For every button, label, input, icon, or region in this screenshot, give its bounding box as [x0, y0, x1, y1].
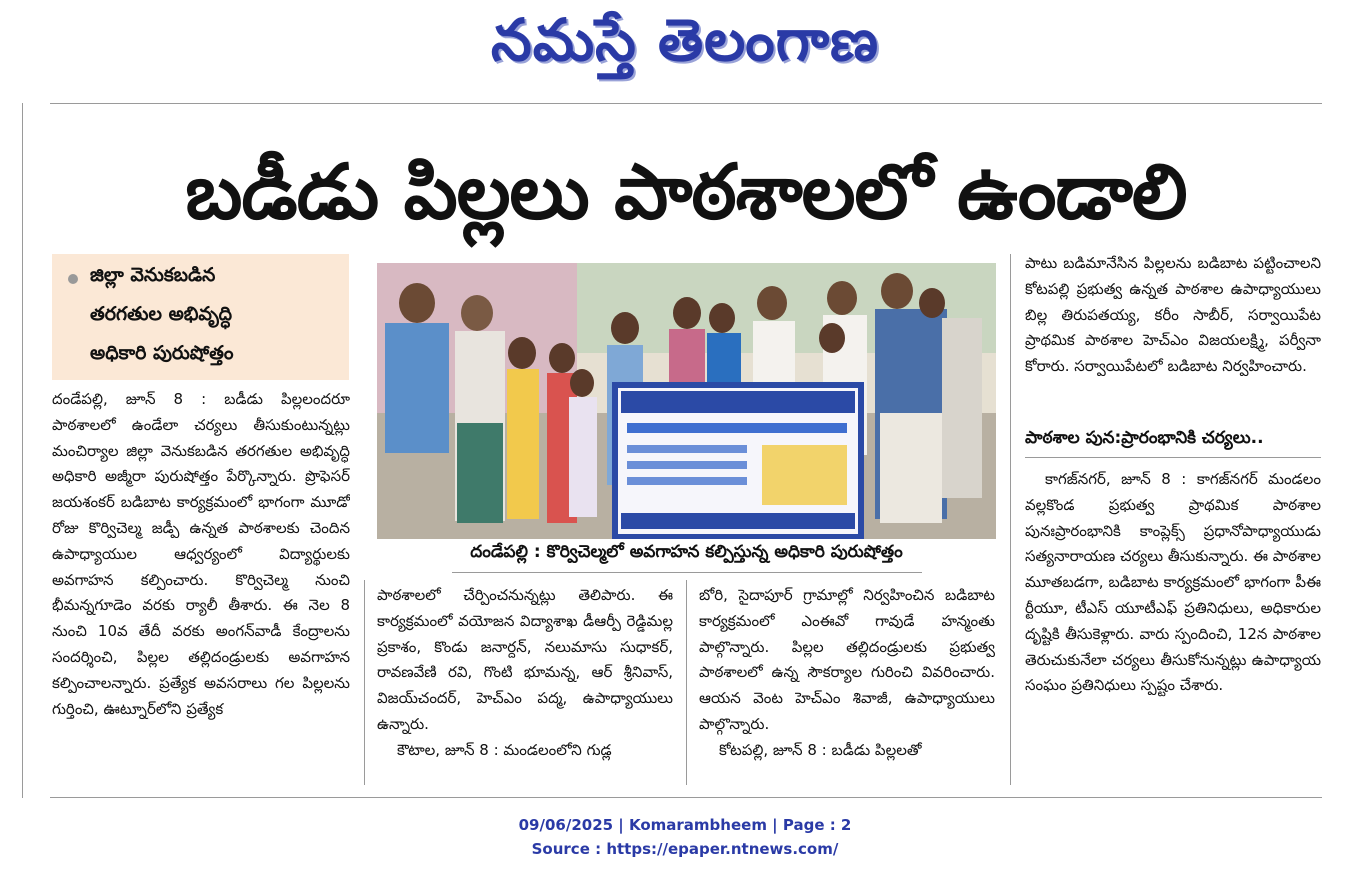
subheading-underline	[1025, 457, 1321, 458]
article-column-1	[52, 387, 350, 787]
column-2-text-2: కౌటాల, జూన్ 8 : మండలంలోని గుడ్ల	[397, 740, 612, 759]
highlight-line-1: జిల్లా వెనుకబడిన	[90, 264, 216, 286]
column-divider-1	[364, 580, 365, 785]
column-2-text: పాఠశాలలో చేర్పించనున్నట్లు తెలిపారు. ఈ కార్యక్రమంలో వయోజన విద్యాశాఖ డీఆర్పీ రెడ్డిమల్ల ప్రకాశం, కొండు జనార్దన్, నలుమాసు సుధాకర్, రావణవేణి రవి, గొంటి భూమన్న, ఆర్ శ్రీనివాస్, విజయ్‌చందర్, హెచ్ఎం పద్మ, ఉపాధ్యాయులు ఉన్నారు.	[377, 586, 673, 733]
column-divider-3	[1010, 254, 1011, 785]
caption-underline	[452, 572, 922, 573]
newspaper-masthead: నమస్తే తెలంగాణ	[491, 6, 879, 74]
column-divider-2	[686, 580, 687, 785]
column-3-text: బోరి, సైదాపూర్ గ్రామాల్లో నిర్వహించిన బడిబాట కార్యక్రమంలో ఎంఈవో గావుడే హన్మంతు పాల్గొన్నారు. పిల్లల తల్లిదండ్రులకు ప్రభుత్వ పాఠశాలలో ఉన్న సౌకర్యాల గురించి వివరించారు. ఆయన వెంట హెచ్ఎం శివాజీ, ఉపాధ్యాయులు పాల్గొన్నారు.	[699, 586, 995, 733]
article-column-3	[699, 583, 995, 793]
article-headline: బడీడు పిల్లలు పాఠశాలలో ఉండాలి	[185, 147, 1187, 236]
column-4-text-2: కాగజ్‌నగర్, జూన్ 8 : కాగజ్‌నగర్ మండలం వల్లకొండ ప్రభుత్వ ప్రాథమిక పాఠశాల పునఃప్రారంభానికి కాంప్లెక్స్ ప్రధానోపాధ్యాయుడు సత్యనారాయణ చర్యలు తీసుకున్నారు. ఈ పాఠశాల మూతబడగా, బడిబాట కార్యక్రమంలో భాగంగా పీఈ ర్టీయూ, టీఎస్ యూటీఎఫ్ ప్రతినిధులు, అధికారుల దృష్టికి తీసుకెళ్లారు. వారు స్పందించి, 12న పాఠశాల తెరుచుకునేలా చర్యలు తీసుకోనున్నట్లు ఉపాధ్యాయ సంఘం ప్రతినిధులు స్పష్టం చేశారు.	[1025, 470, 1321, 695]
photo-caption: దండేపల్లి : కొర్విచెల్మలో అవగాహన కల్పిస్తున్న అధికారి పురుషోత్తం	[470, 542, 903, 562]
column-1-text: దండేపల్లి, జూన్ 8 : బడీడు పిల్లలందరూ పాఠశాలలో ఉండేలా చర్యలు తీసుకుంటున్నట్లు మంచిర్యాల జిల్లా వెనుకబడిన తరగతుల అభివృద్ధి అధికారి అజ్మీరా పురుషోత్తం పేర్కొన్నారు. ప్రొఫెసర్ జయశంకర్ బడిబాట కార్యక్రమంలో భాగంగా మూడో రోజు కొర్విచెల్మ జడ్పీ ఉన్నత పాఠశాలకు చెందిన ఉపాధ్యాయుల ఆధ్వర్యంలో విద్యార్థులకు అవగాహన కల్పించారు. కొర్విచెల్మ నుంచి భీమన్నగూడెం వరకు ర్యాలీ తీశారు. ఈ నెల 8 నుంచి 10వ తేదీ వరకు అంగన్‌వాడీ కేంద్రాలను సందర్శించి, పిల్లల తల్లిదండ్రులకు అవగాహన కల్పించాలన్నారు. ప్రత్యేక అవసరాలు గల పిల్లలను గుర్తించి, ఊట్నూర్‌లోని ప్రత్యేక	[52, 390, 350, 718]
group-photo-illustration	[377, 263, 996, 539]
column-4-subheading: పాఠశాల పున:ప్రారంభానికి చర్యలు..	[1025, 428, 1264, 448]
article-column-4b	[1025, 467, 1321, 787]
column-4-text: పాటు బడిమానేసిన పిల్లలను బడిబాట పట్టించాలని కోటపల్లి ప్రభుత్వ ఉన్నత పాఠశాల ఉపాధ్యాయులు బిల్ల తిరుపతయ్య, కరీం సాబీర్, సర్వాయిపేట ప్రాథమిక పాఠశాల హెచ్ఎం విజయలక్ష్మి, పర్వీనా కోరారు. సర్వాయిపేటలో బడిబాట నిర్వహించారు.	[1025, 254, 1321, 376]
highlight-box	[52, 254, 349, 380]
bottom-divider	[50, 797, 1322, 798]
highlight-line-2: తరగతుల అభివృద్ధి	[90, 303, 233, 325]
left-margin-line	[22, 103, 23, 798]
bullet-icon	[68, 274, 78, 284]
footer-source-link[interactable]: Source : https://epaper.ntnews.com/	[531, 840, 839, 858]
highlight-line-3: అధికారి పురుషోత్తం	[90, 342, 234, 364]
article-column-2	[377, 583, 673, 793]
article-column-4	[1025, 251, 1321, 421]
news-photo	[377, 263, 996, 539]
footer-date-edition: 09/06/2025 | Komarambheem | Page : 2	[518, 816, 852, 834]
column-3-text-2: కోటపల్లి, జూన్ 8 : బడీడు పిల్లలతో	[719, 740, 922, 759]
top-divider	[50, 103, 1322, 104]
